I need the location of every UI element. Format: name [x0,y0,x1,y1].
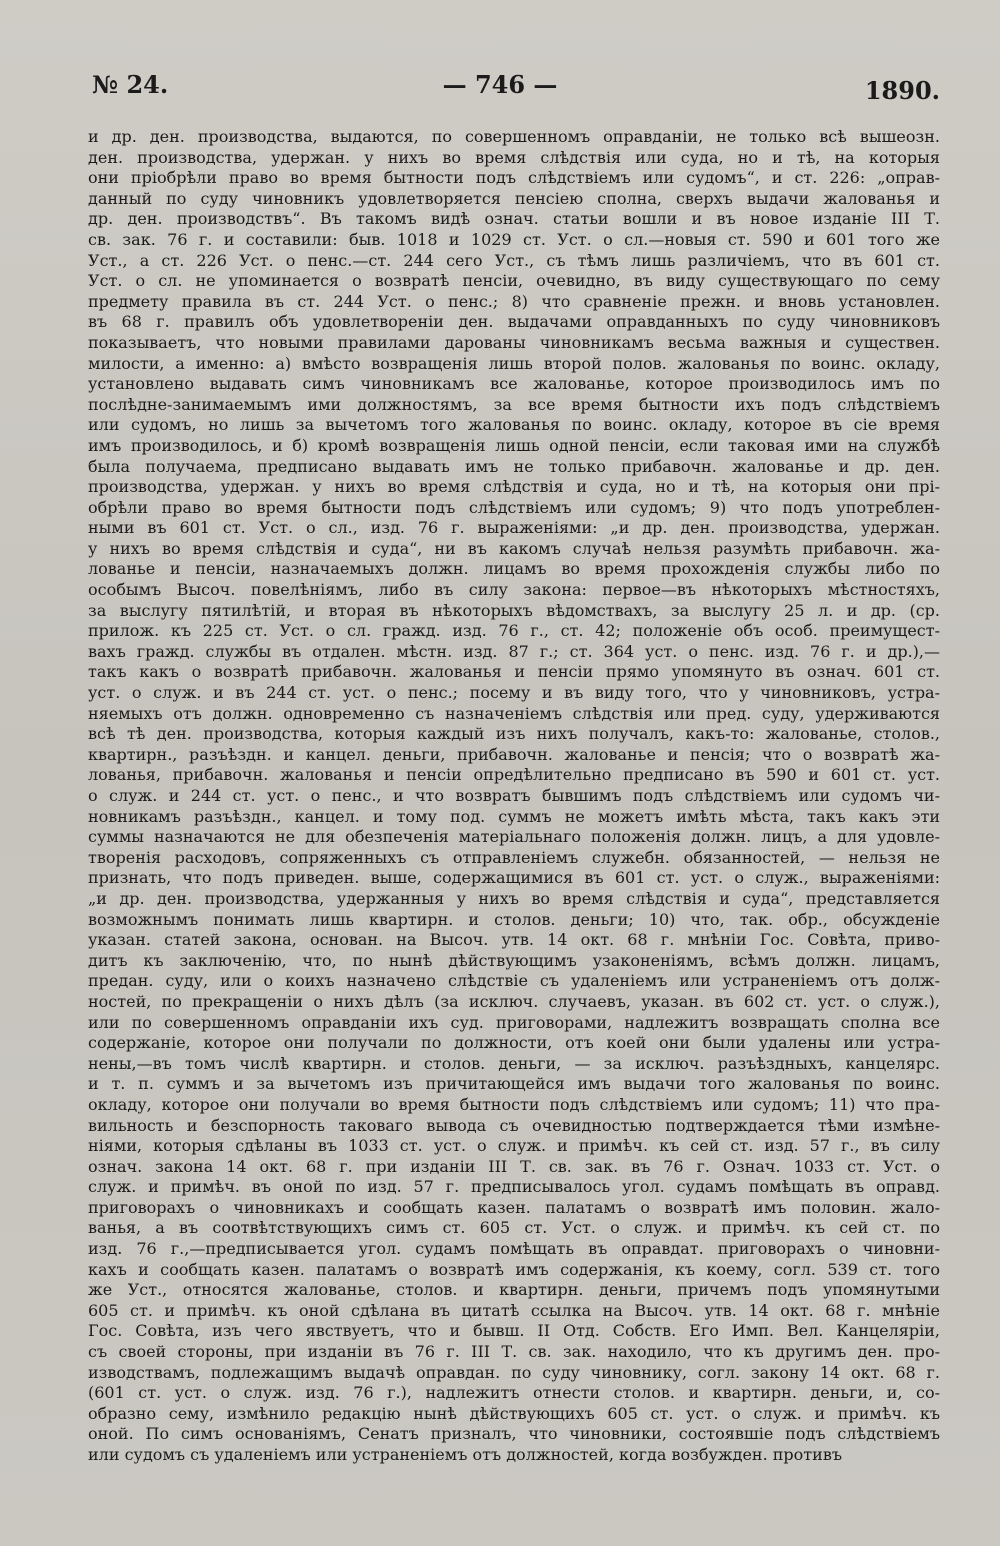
body-text [88,127,940,1466]
text-line: прилож. къ 225 ст. Уст. о сл. гражд. изд. 76 г., ст. 42; положеніе объ особ. преимущест- [88,621,940,641]
text-line: они пріобрѣли право во время бытности подъ слѣдствіемъ или судомъ“, и ст. 226: „оправ- [88,168,940,188]
text-line: показываетъ, что новыми правилами дарованы чиновникамъ весьма важныя и существен. [88,332,940,352]
text-line: или судомъ съ удаленіемъ или устраненіемъ отъ должностей, когда возбужден. противъ [88,1445,843,1464]
text-line: всѣ тѣ ден. производства, которыя каждый изъ нихъ получалъ, какъ-то: жалованье, столов., [88,724,940,744]
text-line: содержаніе, которое они получали по должности, отъ коей они были удалены или устра- [88,1033,940,1053]
text-line: имъ производилось, и б) кромѣ возвращенія лишь одной пенсіи, если таковая ими на службѣ [88,435,940,455]
text-line: Уст., а ст. 226 Уст. о пенс.—ст. 244 сего Уст., съ тѣмъ лишь различіемъ, что въ 601 ст. [88,250,940,270]
text-line: ностей, по прекращеніи о нихъ дѣлъ (за исключ. случаевъ, указан. въ 602 ст. уст. о служ.), [88,991,940,1011]
text-line: съ своей стороны, при изданіи въ 76 г. III Т. св. зак. находило, что къ другимъ ден. про- [88,1342,940,1362]
text-line: обрѣли право во время бытности подъ слѣдствіемъ или судомъ; 9) что подъ употреблен- [88,497,940,517]
text-line: (601 ст. уст. о служ. изд. 76 г.), надлежитъ отнести столов. и квартирн. деньги, и, со- [88,1383,940,1403]
text-line: особымъ Высоч. повелѣніямъ, либо въ силу закона: первое—въ нѣкоторыхъ мѣстностяхъ, [88,580,940,600]
text-line: о служ. и 244 ст. уст. о пенс., и что возвратъ бывшимъ подъ слѣдствіемъ или судомъ чи- [88,786,940,805]
text-line: предмету правила въ ст. 244 Уст. о пенс.; 8) что сравненіе прежн. и вновь установлен. [88,291,940,311]
text-line: образно сему, измѣнило редакцію нынѣ дѣйствующихъ 605 ст. уст. о служ. и примѣч. къ [88,1403,940,1423]
text-line: и т. п. суммъ и за вычетомъ изъ причитающейся имъ выдачи того жалованья по воинс. [88,1074,940,1094]
text-line: установлено выдавать симъ чиновникамъ все жалованье, которое производилось имъ по [88,374,940,394]
text-line: суммы назначаются не для обезпеченія матеріальнаго положенія должн. лицъ, а для удовле- [88,827,940,847]
text-line: изводствамъ, подлежащимъ выдачѣ оправдан. по суду чиновнику, согл. закону 14 окт. 68 г. [88,1362,940,1382]
text-line: за выслугу пятилѣтій, и вторая въ нѣкоторыхъ вѣдомствахъ, за выслугу 25 л. и др. (ср. [88,600,940,620]
text-line: и др. ден. производства, выдаются, по совершенномъ оправданіи, не только всѣ вышеозн. [88,127,940,146]
text-line: милости, а именно: а) вмѣсто возвращенія лишь второй полов. жалованья по воинс. окладу, [88,353,940,373]
page-header [0,70,1000,120]
text-line: указан. статей закона, основан. на Высоч. утв. 14 окт. 68 г. мнѣніи Гос. Совѣта, приво- [88,930,940,950]
text-line: лованье и пенсіи, назначаемыхъ должн. лицамъ во время прохожденія службы либо по [88,559,940,579]
page-number: — 746 — [442,70,558,99]
text-line: оной. По симъ основаніямъ, Сенатъ призналъ, что чиновники, состоявшіе подъ слѣдствіемъ [88,1424,940,1444]
text-line: ден. производства, удержан. у нихъ во время слѣдствія или суда, но и тѣ, на которыя [88,147,940,167]
text-line: такъ какъ о возвратѣ прибавочн. жалованья и пенсіи прямо упомянуто въ означ. 601 ст. [88,662,940,682]
text-line: же Уст., относятся жалованье, столов. и квартирн. деньги, причемъ подъ упомянутыми [88,1280,940,1300]
text-line: уст. о служ. и въ 244 ст. уст. о пенс.; посему и въ виду того, что у чиновниковъ, устра- [88,683,940,703]
text-line: возможнымъ понимать лишь квартирн. и столов. деньги; 10) что, так. обр., обсужденіе [88,909,940,929]
text-line: или судомъ, но лишь за вычетомъ того жалованья по воинс. окладу, которое въ сіе время [88,415,940,435]
text-line: св. зак. 76 г. и составили: быв. 1018 и 1029 ст. Уст. о сл.—новыя ст. 590 и 601 того же [88,229,940,249]
text-line: дитъ къ заключенію, что, по нынѣ дѣйствующимъ узаконеніямъ, всѣмъ должн. лицамъ, [88,950,940,970]
text-line: 605 ст. и примѣч. къ оной сдѣлана въ цитатѣ ссылка на Высоч. утв. 14 окт. 68 г. мнѣніе [88,1300,940,1320]
text-line: или по совершенномъ оправданіи ихъ суд. приговорами, надлежитъ возвращать сполна все [88,1012,940,1032]
text-line: Уст. о сл. не упоминается о возвратѣ пенсіи, очевидно, въ виду существующаго по сему [88,271,940,291]
text-line: вильность и безспорность таковаго вывода съ очевидностью подтверждается тѣми измѣне- [88,1115,940,1135]
year: 1890. [864,76,940,105]
text-line: ніями, которыя сдѣланы въ 1033 ст. уст. о служ. и примѣч. къ сей ст. изд. 57 г., въ силу [88,1136,940,1156]
text-line: лованья, прибавочн. жалованья и пенсіи опредѣлительно предписано въ 590 и 601 ст. уст. [88,765,940,785]
text-line: послѣдне-занимаемымъ ими должностямъ, за все время бытности ихъ подъ слѣдствіемъ [88,394,940,414]
text-line: Гос. Совѣта, изъ чего явствуетъ, что и бывш. II Отд. Собств. Его Имп. Вел. Канцеляріи, [88,1321,940,1341]
text-line: данный по суду чиновникъ удовлетворяется пенсіею сполна, сверхъ выдачи жалованья и [88,188,940,208]
text-line: служ. и примѣч. въ оной по изд. 57 г. предписывалось угол. судамъ помѣщать въ оправд. [88,1177,940,1197]
text-line: означ. закона 14 окт. 68 г. при изданіи III Т. св. зак. въ 76 г. Означ. 1033 ст. Уст. о [88,1156,940,1176]
text-line: квартирн., разъѣздн. и канцел. деньги, прибавочн. жалованье и пенсія; что о возвратѣ жа- [88,744,940,764]
text-line: др. ден. производствъ“. Въ такомъ видѣ означ. статьи вошли и въ новое изданіе III Т. [88,209,940,229]
text-line: у нихъ во время слѣдствія и суда“, ни въ какомъ случаѣ нельзя разумѣть прибавочн. жа- [88,538,940,558]
text-line: производства, удержан. у нихъ во время слѣдствія и суда, но и тѣ, на которыя они прі- [88,477,940,497]
text-line: въ 68 г. правилъ объ удовлетвореніи ден. выдачами оправданныхъ по суду чиновниковъ [88,312,940,332]
text-line: изд. 76 г.,—предписывается угол. судамъ помѣщать въ оправдат. приговорахъ о чиновни- [88,1239,940,1259]
text-line: ванья, а въ соотвѣтствующихъ симъ ст. 605 ст. Уст. о служ. и примѣч. къ сей ст. по [88,1218,940,1238]
text-line: приговорахъ о чиновникахъ и сообщать казен. палатамъ о возвратѣ имъ половин. жало- [88,1197,940,1217]
text-line: нены,—въ томъ числѣ квартирн. и столов. деньги, — за исключ. разъѣздныхъ, канцелярс. [88,1053,940,1073]
issue-number: № 24. [92,70,169,99]
text-line: предан. суду, или о коихъ назначено слѣдствіе съ удаленіемъ или устраненіемъ отъ долж- [88,971,940,991]
text-line: „и др. ден. производства, удержанныя у нихъ во время слѣдствія и суда“, представляется [88,888,940,908]
text-line: новникамъ разъѣздн., канцел. и тому под. суммъ не можетъ имѣть мѣста, такъ какъ эти [88,806,940,826]
text-line: признать, что подъ приведен. выше, содержащимися въ 601 ст. уст. о служ., выраженіями: [88,868,940,888]
text-line: творенія расходовъ, сопряженныхъ съ отправленіемъ служебн. обязанностей, — нельзя не [88,847,940,867]
text-line: окладу, которое они получали во время бытности подъ слѣдствіемъ или судомъ; 11) что пра- [88,1094,940,1114]
text-line: была получаема, предписано выдавать имъ не только прибавочн. жалованье и др. ден. [88,456,940,476]
text-line: ными въ 601 ст. Уст. о сл., изд. 76 г. выраженіями: „и др. ден. производства, удержан. [88,518,940,538]
text-line: кахъ и сообщать казен. палатамъ о возвратѣ имъ содержанія, къ коему, согл. 539 ст. того [88,1259,940,1279]
text-line: вахъ гражд. службы въ отдален. мѣстн. изд. 87 г.; ст. 364 уст. о пенс. изд. 76 г. и др.),— [88,641,940,661]
text-line: няемыхъ отъ должн. одновременно съ назначеніемъ слѣдствія или пред. суду, удерживаются [88,703,940,723]
